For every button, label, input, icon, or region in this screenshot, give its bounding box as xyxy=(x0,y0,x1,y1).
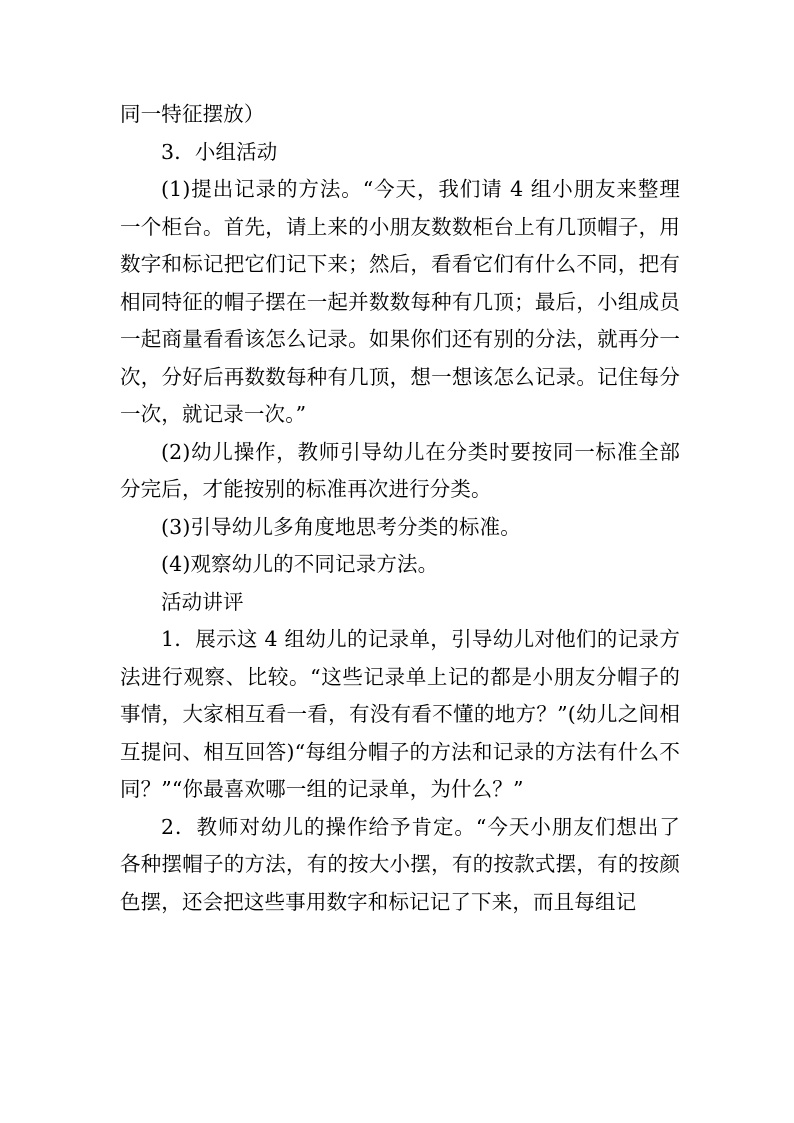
paragraph-step-3: (3)引导幼儿多角度地思考分类的标准。 xyxy=(161,514,521,539)
paragraph-review-1: 1．展示这 4 组幼儿的记录单，引导幼儿对他们的记录方法进行观察、比较。“这些记录单上记的都是小朋友分帽子的事情，大家相互看一看，有没有看不懂的地方？”(幼儿之间相互提问、相互回答)“每组分帽子的方法和记录的方法有什么不同？”“你最喜欢哪一组的记录单，为什么？” xyxy=(120,627,680,801)
paragraph-step-4: (4)观察幼儿的不同记录方法。 xyxy=(161,552,439,576)
document-body xyxy=(120,96,680,921)
paragraph-step-2: (2)幼儿操作，教师引导幼儿在分类时要按同一标准全部分完后，才能按别的标准再次进行分类。 xyxy=(120,439,680,501)
paragraph-review-2: 2．教师对幼儿的操作给予肯定。“今天小朋友们想出了各种摆帽子的方法，有的按大小摆，有的按款式摆，有的按颜色摆，还会把这些事用数字和标记记了下来，而且每组记 xyxy=(120,814,680,914)
paragraph-step-1: (1)提出记录的方法。“今天，我们请 4 组小朋友来整理一个柜台。首先，请上来的小朋友数数柜台上有几顶帽子，用数字和标记把它们记下来；然后，看看它们有什么不同，把有相同特征的帽子摆在一起并数数每种有几顶；最后，小组成员一起商量看看该怎么记录。如果你们还有别的分法，就再分一次，分好后再数数每种有几顶，想一想该怎么记录。记住每分一次，就记录一次。” xyxy=(120,177,680,426)
section-heading-group-activity: 3．小组活动 xyxy=(161,139,278,164)
section-heading-activity-review: 活动讲评 xyxy=(161,589,244,614)
paragraph-continuation: 同一特征摆放） xyxy=(120,102,265,126)
